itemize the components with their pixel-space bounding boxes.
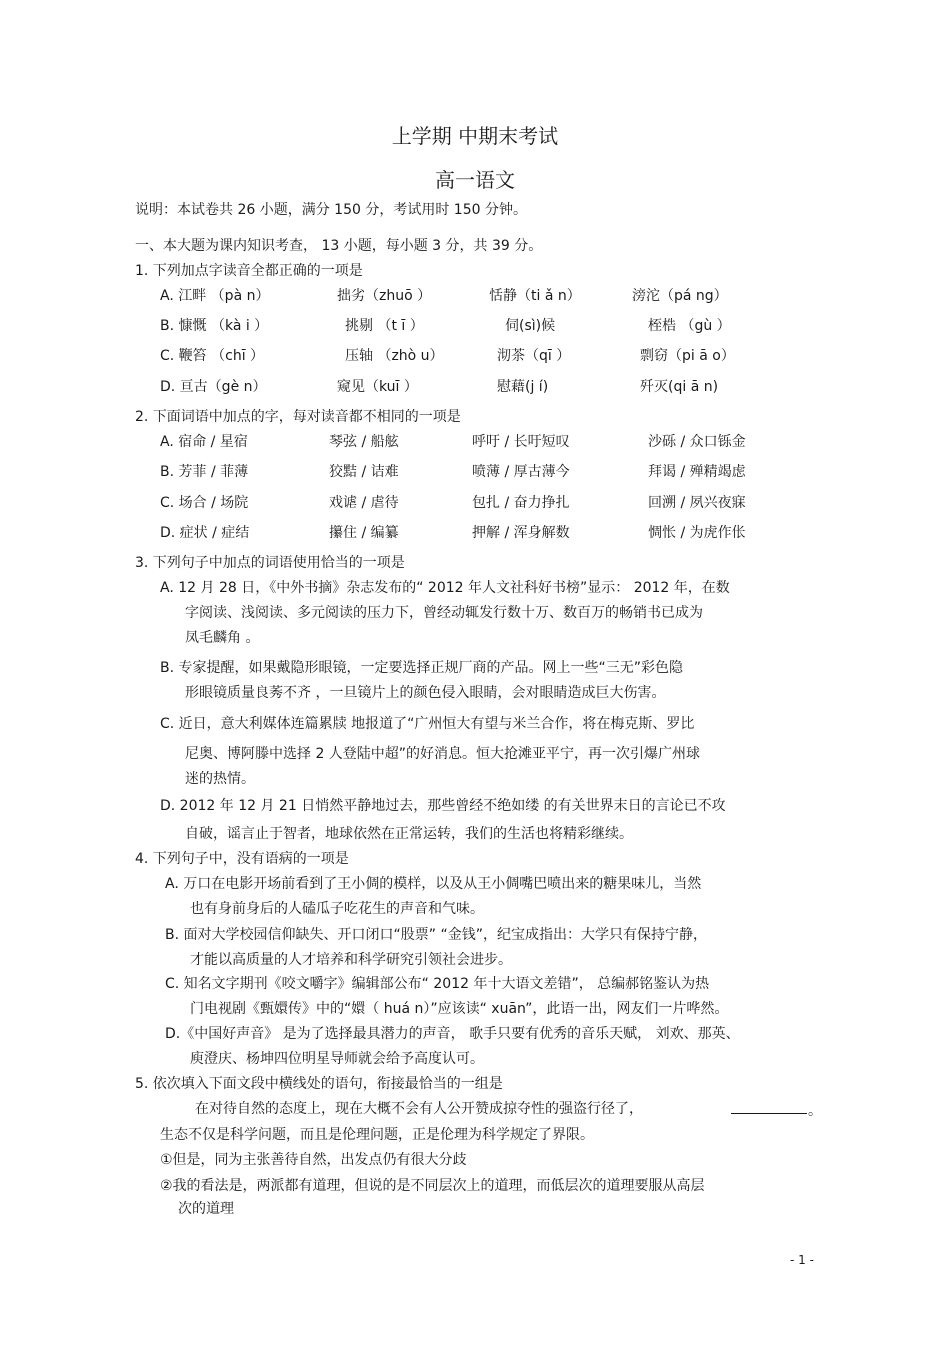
exam-instructions: 说明：本试卷共 26 小题，满分 150 分，考试用时 150 分钟。 xyxy=(135,202,527,218)
q2-option-c-word: 回溯 / 夙兴夜寐 xyxy=(648,495,746,511)
q3-option-line: C. 近日，意大利媒体连篇累牍 地报道了“广州恒大有望与米兰合作，将在梅克斯、罗比 xyxy=(160,716,695,732)
q1-option-b: B. 慷慨 （kà i ） xyxy=(160,318,269,334)
q5-passage-line: 生态不仅是科学问题，而且是伦理问题，正是伦理为科学规定了界限。 xyxy=(160,1127,594,1143)
q1-option-b-word: 挑剔 （t ī ） xyxy=(345,318,424,334)
q1-option-d-word: 歼灭(qi ā n) xyxy=(640,379,719,395)
q1-option-c-word: 沏茶（qī ） xyxy=(497,348,571,364)
q3-option-line: 凤毛麟角 。 xyxy=(185,630,260,646)
q3-option-line: 字阅读、浅阅读、多元阅读的压力下，曾经动辄发行数十万、数百万的畅销书已成为 xyxy=(185,605,703,621)
q3-option-line: D. 2012 年 12 月 21 日悄然平静地过去，那些曾经不绝如缕 的有关世界末日的言论已不攻 xyxy=(160,798,726,814)
q2-option-c-word: 包扎 / 奋力挣扎 xyxy=(472,495,570,511)
q1-option-c-word: 压轴 （zhò u） xyxy=(345,348,444,364)
q2-option-d-word: 攥住 / 编纂 xyxy=(329,525,399,541)
fill-in-blank[interactable] xyxy=(731,1113,807,1114)
q4-option-line: 庾澄庆、杨坤四位明星导师就会给予高度认可。 xyxy=(190,1051,484,1067)
q2-option-b-word: 拜谒 / 殚精竭虑 xyxy=(648,464,746,480)
q1-option-c-word: 剽窃（pi ā o） xyxy=(640,348,735,364)
q3-option-line: 尼奥、博阿滕中选择 2 人登陆中超”的好消息。恒大抢滩亚平宁，再一次引爆广州球 xyxy=(185,746,701,762)
q2-option-b: B. 芳菲 / 菲薄 xyxy=(160,464,249,480)
q1-option-a-word: 拙劣（zhuō ） xyxy=(337,288,432,304)
q1-option-d-word: 窥见（kuī ） xyxy=(337,379,418,395)
q1-option-b-word: 桎梏 （gù ） xyxy=(648,318,731,334)
q2-option-b-word: 狡黠 / 诘难 xyxy=(329,464,399,480)
q2-option-b-word: 喷薄 / 厚古薄今 xyxy=(472,464,570,480)
section-heading: 一、本大题为课内知识考查， 13 小题，每小题 3 分，共 39 分。 xyxy=(135,238,543,254)
exam-subtitle: 高一语文 xyxy=(435,168,515,192)
q5-choice-line: 次的道理 xyxy=(178,1201,234,1217)
q3-option-line: 自破，谣言止于智者，地球依然在正常运转，我们的生活也将精彩继续。 xyxy=(185,826,633,842)
q4-option-line: 才能以高质量的人才培养和科学研究引领社会进步。 xyxy=(190,952,512,968)
question-1-stem: 1. 下列加点字读音全都正确的一项是 xyxy=(135,263,363,279)
q3-option-line: 形眼镜质量良莠不齐 ，一旦镜片上的颜色侵入眼睛，会对眼睛造成巨大伤害。 xyxy=(185,685,666,701)
question-4-stem: 4. 下列句子中，没有语病的一项是 xyxy=(135,851,349,867)
q1-option-a-word: 恬静（ti ǎ n） xyxy=(489,288,581,304)
q2-option-a-word: 呼吁 / 长吁短叹 xyxy=(472,434,570,450)
q3-option-line: A. 12 月 28 日，《中外书摘》杂志发布的“ 2012 年人文社科好书榜”显示： 2012 年，在数 xyxy=(160,580,730,596)
q1-option-c: C. 鞭笞 （chī ） xyxy=(160,348,265,364)
q2-option-d-word: 惆怅 / 为虎作伥 xyxy=(648,525,746,541)
q3-option-line: B. 专家提醒，如果戴隐形眼镜，一定要选择正规厂商的产品。网上一些“三无”彩色隐 xyxy=(160,660,684,676)
q2-option-c-word: 戏谑 / 虐待 xyxy=(329,495,399,511)
q2-option-c: C. 场合 / 场院 xyxy=(160,495,249,511)
q5-passage-line: 在对待自然的态度上，现在大概不会有人公开赞成掠夺性的强盗行径了， xyxy=(195,1101,643,1117)
q1-option-d-word: 慰藉(j í) xyxy=(497,379,549,395)
q4-option-line: 门电视剧《甄嬛传》中的“嬛（ huá n）”应该读“ xuān”，此语一出，网友们一片哗然。 xyxy=(190,1001,729,1017)
q2-option-a: A. 宿命 / 星宿 xyxy=(160,434,248,450)
q4-option-line: C. 知名文字期刊《咬文嚼字》编辑部公布“ 2012 年十大语文差错”， 总编郝铭鉴认为热 xyxy=(165,976,710,992)
q4-option-line: D.《中国好声音》 是为了选择最具潜力的声音， 歌手只要有优秀的音乐天赋， 刘欢、那英、 xyxy=(165,1026,740,1042)
page-number: - 1 - xyxy=(790,1253,814,1267)
q4-option-line: A. 万口在电影开场前看到了王小倜的模样，以及从王小倜嘴巴喷出来的糖果味儿，当然 xyxy=(165,876,702,892)
q2-option-a-word: 琴弦 / 船舷 xyxy=(329,434,399,450)
q2-option-a-word: 沙砾 / 众口铄金 xyxy=(648,434,746,450)
question-3-stem: 3. 下列句子中加点的词语使用恰当的一项是 xyxy=(135,555,405,571)
q4-option-line: B. 面对大学校园信仰缺失、开口闭口“股票” “金钱”，纪宝成指出：大学只有保持宁静， xyxy=(165,927,707,943)
question-2-stem: 2. 下面词语中加点的字，每对读音都不相同的一项是 xyxy=(135,409,461,425)
exam-title: 上学期 中期末考试 xyxy=(391,124,559,148)
q5-choice-line: ②我的看法是，两派都有道理，但说的是不同层次上的道理，而低层次的道理要服从高层 xyxy=(160,1178,705,1194)
q5-period: 。 xyxy=(808,1103,822,1119)
q4-option-line: 也有身前身后的人磕瓜子吃花生的声音和气味。 xyxy=(190,901,484,917)
q3-option-line: 迷的热情。 xyxy=(185,771,255,787)
q1-option-a: A. 江畔 （pà n） xyxy=(160,288,270,304)
q2-option-d-word: 押解 / 浑身解数 xyxy=(472,525,570,541)
q1-option-a-word: 滂沱（pá ng） xyxy=(632,288,728,304)
q1-option-d: D. 亘古（gè n） xyxy=(160,379,267,395)
question-5-stem: 5. 依次填入下面文段中横线处的语句，衔接最恰当的一组是 xyxy=(135,1076,503,1092)
q1-option-b-word: 伺(sì)候 xyxy=(505,318,556,334)
q5-choice-line: ①但是，同为主张善待自然，出发点仍有很大分歧 xyxy=(160,1152,467,1168)
q2-option-d: D. 症状 / 症结 xyxy=(160,525,250,541)
